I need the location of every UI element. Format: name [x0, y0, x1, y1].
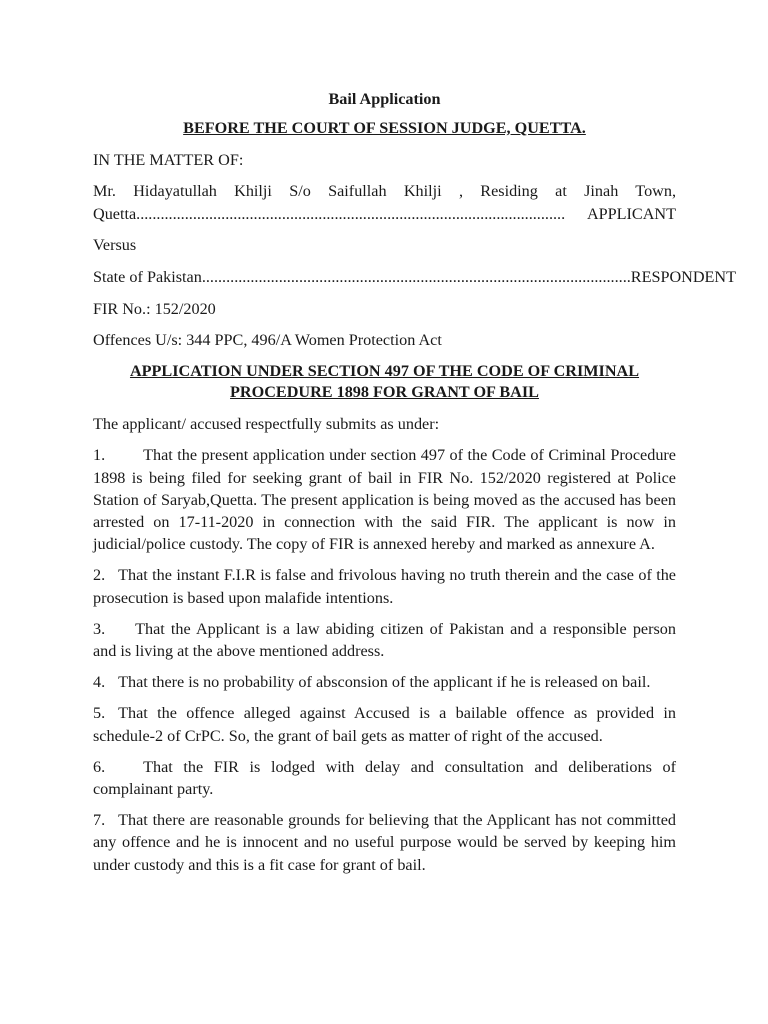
paragraph-number: 1.	[93, 446, 106, 465]
intro-text: The applicant/ accused respectfully submits as under:	[93, 414, 440, 433]
applicant-line-2	[93, 203, 676, 226]
paragraph-number: 4.	[93, 673, 106, 692]
respondent-role: RESPONDENT	[630, 267, 737, 286]
paragraph-text: That there are reasonable grounds for believing that the Applicant has not committed any offence and he is innocent and no useful purpose would be served by keeping him under custody and this is a fit case for grant of bail.	[93, 811, 676, 874]
paragraph-text: That there is no probability of absconsion of the applicant if he is released on bail.	[118, 673, 651, 692]
respondent-name: State of Pakistan	[93, 267, 202, 286]
court-heading: BEFORE THE COURT OF SESSION JUDGE, QUETTA.	[183, 119, 586, 137]
paragraph-number: 5.	[93, 704, 106, 723]
applicant-role: APPLICANT	[586, 204, 676, 223]
document-page	[93, 88, 737, 876]
applicant-line-1: Mr. Hidayatullah Khilji S/o Saifullah Khilji , Residing at Jinah Town,	[93, 182, 676, 201]
paragraph-text: That the present application under section 497 of the Code of Criminal Procedure 1898 is being filed for seeking grant of bail in FIR No. 152/2020 registered at Police Station of Saryab,Quetta. The present application is being moved as the accused has been arrested on 17-11-2020 in connection with the said FIR. The applicant is now in judicial/police custody. The copy of FIR is annexed hereby and marked as annexure A.	[93, 446, 676, 554]
paragraph-number: 2.	[93, 566, 106, 585]
paragraph-3	[93, 618, 676, 662]
matter-label: IN THE MATTER OF:	[93, 150, 244, 169]
paragraph-7	[93, 809, 676, 876]
application-heading-line-1: APPLICATION UNDER SECTION 497 OF THE CODE OF CRIMINAL	[129, 361, 640, 380]
offences-line: Offences U/s: 344 PPC, 496/A Women Protection Act	[93, 331, 442, 350]
paragraph-2	[93, 564, 676, 608]
paragraph-text: That the instant F.I.R is false and frivolous having no truth therein and the case of the prosecution is based upon malafide intentions.	[93, 566, 676, 607]
applicant-block	[93, 180, 676, 225]
document-title: Bail Application	[328, 90, 441, 108]
versus-label: Versus	[93, 236, 137, 255]
applicant-city: Quetta	[93, 204, 137, 223]
paragraph-4	[93, 671, 676, 693]
paragraph-text: That the FIR is lodged with delay and consultation and deliberations of complainant party.	[93, 757, 676, 798]
paragraph-text: That the offence alleged against Accused is a bailable offence as provided in schedule-2 of CrPC. So, the grant of bail gets as matter of right of the accused.	[93, 704, 676, 745]
paragraph-5	[93, 702, 676, 746]
paragraph-number: 7.	[93, 811, 106, 830]
paragraph-number: 3.	[93, 619, 106, 638]
fir-number: FIR No.: 152/2020	[93, 299, 216, 318]
application-heading	[93, 361, 676, 404]
paragraph-text: That the Applicant is a law abiding citizen of Pakistan and a responsible person and is living at the above mentioned address.	[93, 619, 676, 660]
respondent-line	[93, 266, 737, 289]
paragraph-6	[93, 756, 676, 800]
application-heading-line-2: PROCEDURE 1898 FOR GRANT OF BAIL	[230, 383, 539, 402]
applicant-dots: ..........................................................................................................	[136, 204, 566, 223]
respondent-dots: ..........................................................................................................	[201, 267, 631, 286]
paragraph-1	[93, 444, 676, 555]
paragraph-number: 6.	[93, 757, 106, 776]
